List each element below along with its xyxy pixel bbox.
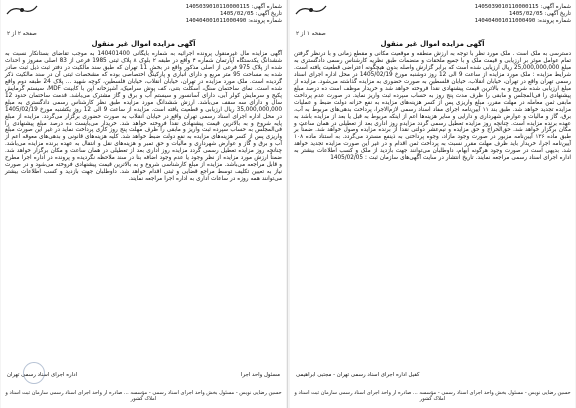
notice-no: 1405039010110000115 [474,4,539,10]
registry-logo-icon [5,3,39,17]
notice-body: آگهی مزایده مال غیرمنقول پرونده اجرائیه به شماره بایگانی 140401400 به موجب تقاضای بستانکار نسبت به ششدانگ یکدستگاه آپارتمان شماره ۴ واقع در طبقه ۲ بلوک ۸ پلاک ثبتی 1985 فرعی از 83 اصلی مفروز و احداث شده از پلاک 975 فرعی از اصلی مذکور واقع در بخش 11 تهران که طبق سند مالکیت در دفتر ثبت ذیل ثبت صادر شده به مساحت 95 متر مربع و دارای انباری و پارکینگ اختصاصی بوده که مشخصات ثبتی آن در سند مالکیت ذکر گردیده است. ملک مورد مزایده در تهران، خیابان انقلاب، خیابان فلسطین، کوچه شهید ... پلاک 24 طبقه دوم واقع شده است. نمای ساختمان سنگ، اسکلت بتنی، کف پوش سرامیک، آشپزخانه اپن با کابینت MDF، سیستم گرمایش پکیج و سرمایش کولر آبی، دارای آسانسور و سیستم آب و برق و گاز مشترک می‌باشد. قدمت ساختمان حدود 12 سال و دارای سه سقف می‌باشد. ارزش ششدانگ مورد مزایده طبق نظر کارشناس رسمی دادگستری به مبلغ 35,000,000,000 ریال ارزیابی و قطعیت یافته است. مزایده از ساعت 9 الی 12 روز یکشنبه مورخ 1405/02/19 در محل اداره اجرای اسناد رسمی تهران واقع در خیابان انقلاب به صورت حضوری برگزار می‌گردد. مزایده از مبلغ پایه شروع و به بالاترین قیمت پیشنهادی نقداً فروخته خواهد شد. خریدار می‌بایست ده درصد مبلغ پیشنهادی را فی‌المجلس به حساب سپرده ثبت واریز و مابقی را ظرف مهلت پنج روز کاری پرداخت نماید در غیر این صورت مبلغ واریزی پس از کسر هزینه‌های مزایده به نفع دولت ضبط خواهد شد. کلیه هزینه‌های قانونی و بدهی‌های معوقه اعم از آب و برق و گاز و عوارض شهرداری و مالیات و حق تمبر و هزینه‌های نقل و انتقال به عهده برنده مزایده می‌باشد. چنانچه روز مزایده تعطیل رسمی گردد مزایده روز اداری بعد از تعطیلی در همان ساعت و مکان برگزار خواهد شد. ضمناً ارزش مورد مزایده از نظر وجود یا عدم وجود اضافه بنا در سند ملاحظه نگردیده و پرونده در اداره اجرا مطرح و قابل مراجعه می‌باشد. مزایده از مبلغ کارشناسی شروع و به بالاترین قیمت پیشنهادی فروخته می‌شود و در صورت نیاز به تعیین تکلیف توسط مراجع قضایی و ثبتی اقدام خواهد شد. داوطلبان جهت بازدید و کسب اطلاعات بیشتر می‌توانند همه روزه در ساعات اداری به اداره اجرا مراجعه نمایند. [5,51,283,183]
notice-no-label: شماره آگهی: [540,4,571,10]
notice-meta [475,4,571,25]
notice-meta [186,4,282,25]
signature-left: اداره اجرای اسناد رسمی تهران [7,372,78,378]
document-title: آگهی مزایده اموال غیر منقول [380,40,485,48]
signature-left: کفیل اداره اجرای اسناد رسمی تهران - مجتبی ابراهیمی [296,372,420,378]
date-label: تاریخ آگهی: [544,11,571,17]
signature-row [7,372,280,378]
document-footer: حسین رضایی نویس - مسئول بخش واحد اجرای اسناد رسمی - مؤسسه ... صادره از واحد اجرای اسناد رسمی سازمان ثبت اسناد و املاک کشور [5,390,282,402]
signature-row [296,372,569,378]
notice-date: 1405/02/05 [220,11,254,17]
page-number: صفحه ۲ از ۲ [7,31,37,37]
page-number: صفحه ۱ از ۲ [296,31,326,37]
file-no: 140404001011000490 [185,18,247,24]
document-footer: حسین رضایی نویس - مسئول بخش واحد اجرای اسناد رسمی - مؤسسه ... صادره از واحد اجرای اسناد رسمی سازمان ثبت اسناد و املاک کشور [294,390,571,402]
page-divider [287,0,288,408]
registry-logo-icon [294,3,328,17]
document-title: آگهی مزایده اموال غیر منقول [91,40,196,48]
notice-date: 1405/02/05 [509,11,543,17]
file-no-label: شماره پرونده: [537,18,571,24]
official-stamp-icon [23,362,45,384]
file-no-label: شماره پرونده: [248,18,282,24]
document-page-1 [290,0,575,408]
file-no: 140404001011000490 [474,18,536,24]
notice-body: دسترسی به ملک است . ملک مورد نظر با توجه به ارزش منطقه و موقعیت مکانی و مقطع زمانی و با درنظر گرفتن تمام عوامل موثر بر ارزیابی و قیمت ملک و با جمیع ملحقات و منضمات طبق نظریه کارشناس رسمی دادگستری به مبلغ 25,000,000,000 ریال ارزیابی شده است که برابر گزارش واصله بدون هیچگونه اعتراضی قطعیت یافته است. شرایط مزایده : ملک مورد مزایده از ساعت 9 الی 12 روز دوشنبه مورخ 1405/02/19 در محل اداره اجرای اسناد رسمی تهران واقع در تهران، خیابان انقلاب، خیابان فلسطین به صورت حضوری به مزایده گذاشته می‌شود. مزایده از مبلغ ارزیابی شده شروع و به بالاترین قیمت پیشنهادی نقداً فروخته خواهد شد و خریدار موظف است ده درصد مبلغ پیشنهادی را فی‌المجلس و مابقی را ظرف مدت پنج روز به حساب سپرده ثبت واریز نماید. در صورت عدم پرداخت مابقی ثمن معامله در مهلت مقرر، مبلغ واریزی پس از کسر هزینه‌های مزایده به نفع خزانه دولت ضبط و عملیات مزایده تجدید خواهد شد. طبق بند ۱۱ آیین‌نامه اجرای مفاد اسناد رسمی لازم‌الاجرا، پرداخت بدهی‌های مربوط به آب، برق، گاز و مالیات و عوارض شهرداری و دارایی و سایر هزینه‌ها اعم از اینکه مربوط به قبل یا بعد از مزایده باشد به عهده برنده مزایده است. چنانچه روز مزایده تعطیل رسمی گردد مزایده روز اداری بعد از تعطیلی در همان ساعت و مکان برگزار خواهد شد. حق‌الحراج و حق مزایده و نیم‌عشر دولتی نقداً از برنده مزایده وصول خواهد شد. ضمناً بر طبق ماده ۱۳۶ آیین‌نامه مزبور در صورت وجود مازاد، وجوه پرداختی به ذینفع مسترد می‌گردد. به استناد ماده ۱۰۸ آیین‌نامه اجرا، خریدار باید ظرف مهلت مقرر نسبت به پرداخت ثمن اقدام و در غیر این صورت مزایده تجدید خواهد شد. بدیهی است در صورت وجود هرگونه ابهام، داوطلبان می‌توانند جهت بازدید از ملک و کسب اطلاعات بیشتر به اداره اجرای اسناد رسمی مراجعه نمایند. تاریخ انتشار در سایت آگهی‌های سازمان ثبت : 1405/02/05 [294,51,571,162]
notice-no: 1405039010110000115 [185,4,250,10]
document-page-2 [1,0,286,408]
signature-right: مسئول واحد اجرا [240,372,280,378]
date-label: تاریخ آگهی: [255,11,282,17]
notice-no-label: شماره آگهی: [251,4,282,10]
